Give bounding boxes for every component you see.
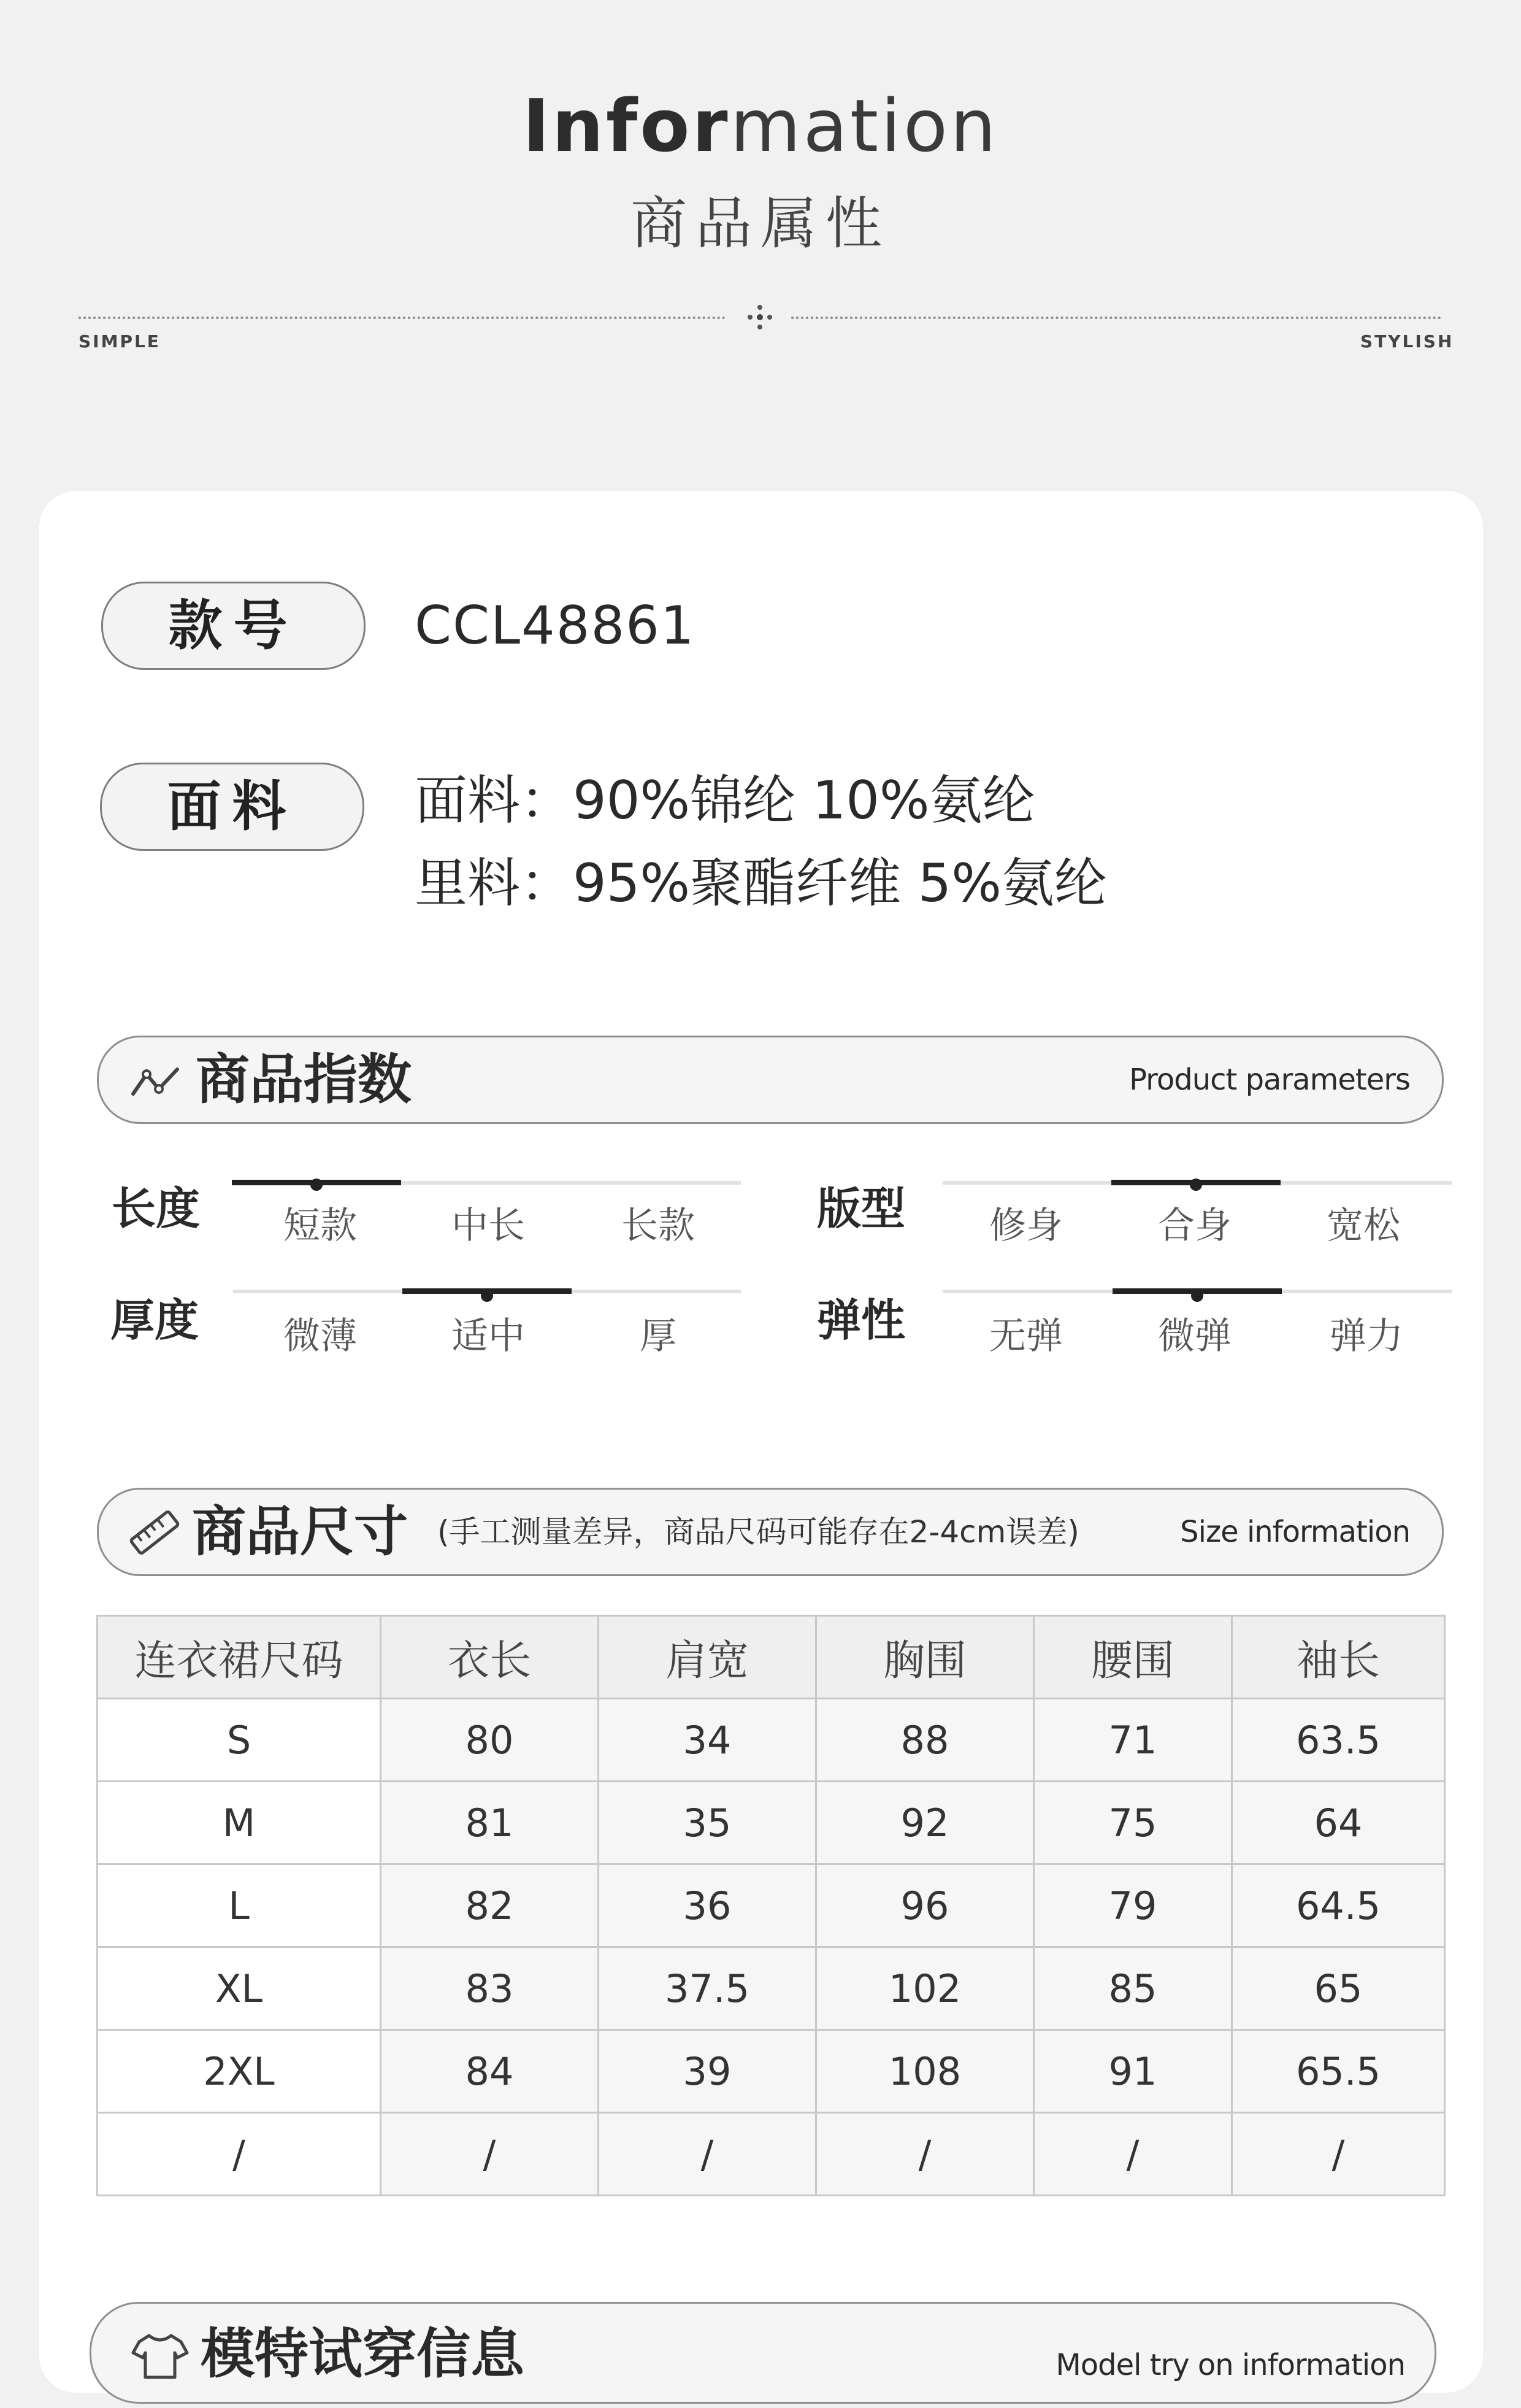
fabric-pill: 面料 [100, 763, 364, 851]
ruler-icon [127, 1510, 182, 1555]
section-title: 商品指数 [196, 1048, 412, 1111]
measure-cell: 65.5 [1232, 2030, 1445, 2113]
index-option: 厚 [640, 1315, 676, 1358]
section-note: (手工测量差异，商品尺码可能存在2-4cm误差) [437, 1514, 1079, 1550]
size-cell: 2XL [98, 2030, 381, 2113]
size-cell: M [98, 1782, 381, 1864]
measure-cell: / [816, 2113, 1034, 2196]
index-option: 修身 [989, 1204, 1063, 1247]
tag-simple: SIMPLE [79, 331, 161, 352]
section-model-info [90, 2302, 1436, 2404]
measure-cell: 80 [381, 1699, 599, 1782]
measure-cell: 36 [599, 1864, 816, 1947]
page-title-cn: 商品属性 [630, 191, 891, 256]
index-label-fit: 版型 [817, 1183, 906, 1234]
table-header: 胸围 [816, 1616, 1034, 1699]
table-row [98, 1947, 1445, 2030]
section-subtitle: Model try on information [1056, 2348, 1405, 2382]
measure-cell: 64 [1232, 1782, 1445, 1864]
measure-cell: 71 [1034, 1699, 1232, 1782]
index-option: 无弹 [989, 1315, 1063, 1358]
table-row [98, 1782, 1445, 1864]
measure-cell: 92 [816, 1782, 1034, 1864]
measure-cell: 91 [1034, 2030, 1232, 2113]
divider-left [79, 317, 726, 319]
divider-right [791, 317, 1441, 319]
measure-cell: 35 [599, 1782, 816, 1864]
table-header: 腰围 [1034, 1616, 1232, 1699]
index-option: 宽松 [1327, 1204, 1400, 1247]
measure-cell: / [1034, 2113, 1232, 2196]
measure-cell: 82 [381, 1864, 599, 1947]
measure-cell: 39 [599, 2030, 816, 2113]
index-option: 短款 [283, 1204, 357, 1247]
size-table [96, 1615, 1446, 2196]
fabric-outer: 面料：90%锦纶 10%氨纶 [415, 770, 1035, 831]
measure-cell: 84 [381, 2030, 599, 2113]
size-cell: L [98, 1864, 381, 1947]
measure-cell: / [1232, 2113, 1445, 2196]
index-selected-dot [1191, 1290, 1203, 1302]
section-product-index [97, 1036, 1444, 1124]
index-label-elasticity: 弹性 [817, 1294, 906, 1346]
page-title-en [0, 80, 1521, 172]
index-option: 中长 [451, 1204, 525, 1247]
table-row [98, 1699, 1445, 1782]
measure-cell: 63.5 [1232, 1699, 1445, 1782]
section-title: 商品尺寸 [192, 1500, 408, 1563]
measure-cell: 81 [381, 1782, 599, 1864]
ornament-icon [742, 299, 778, 335]
table-row [98, 2113, 1445, 2196]
measure-cell: 79 [1034, 1864, 1232, 1947]
measure-cell: / [599, 2113, 816, 2196]
tag-stylish: STYLISH [1360, 331, 1454, 352]
measure-cell: 65 [1232, 1947, 1445, 2030]
size-cell: / [98, 2113, 381, 2196]
size-cell: XL [98, 1947, 381, 2030]
measure-cell: 102 [816, 1947, 1034, 2030]
section-title: 模特试穿信息 [201, 2322, 525, 2385]
section-size-info [97, 1488, 1444, 1576]
index-option: 适中 [451, 1315, 525, 1358]
index-option: 合身 [1158, 1204, 1232, 1247]
measure-cell: 108 [816, 2030, 1034, 2113]
table-row [98, 1864, 1445, 1947]
style-number-value: CCL48861 [415, 595, 695, 656]
tshirt-icon [131, 2331, 190, 2380]
size-cell: S [98, 1699, 381, 1782]
measure-cell: 83 [381, 1947, 599, 2030]
title-bold: Infor [523, 83, 730, 168]
table-header: 袖长 [1232, 1616, 1445, 1699]
measure-cell: 85 [1034, 1947, 1232, 2030]
measure-cell: 88 [816, 1699, 1034, 1782]
index-option: 微弹 [1158, 1315, 1232, 1358]
measure-cell: / [381, 2113, 599, 2196]
fabric-lining: 里料：95%聚酯纤维 5%氨纶 [415, 853, 1107, 914]
index-selected-dot [1190, 1179, 1202, 1191]
measure-cell: 64.5 [1232, 1864, 1445, 1947]
section-subtitle: Product parameters [1129, 1063, 1410, 1097]
measure-cell: 34 [599, 1699, 816, 1782]
index-label-length: 长度 [112, 1183, 201, 1234]
table-row [98, 2030, 1445, 2113]
index-option: 弹力 [1330, 1315, 1403, 1358]
measure-cell: 96 [816, 1864, 1034, 1947]
table-header: 衣长 [381, 1616, 599, 1699]
table-header: 连衣裙尺码 [98, 1616, 381, 1699]
index-option: 长款 [621, 1204, 695, 1247]
section-subtitle: Size information [1180, 1515, 1410, 1549]
title-light: mation [730, 83, 998, 168]
index-selected-dot [310, 1179, 323, 1191]
measure-cell: 37.5 [599, 1947, 816, 2030]
table-header-row [98, 1616, 1445, 1699]
index-label-thickness: 厚度 [110, 1294, 199, 1346]
index-option: 微薄 [283, 1315, 357, 1358]
trend-line-icon [128, 1063, 183, 1100]
index-selected-dot [481, 1290, 493, 1302]
table-header: 肩宽 [599, 1616, 816, 1699]
measure-cell: 75 [1034, 1782, 1232, 1864]
style-number-pill: 款号 [101, 582, 366, 670]
